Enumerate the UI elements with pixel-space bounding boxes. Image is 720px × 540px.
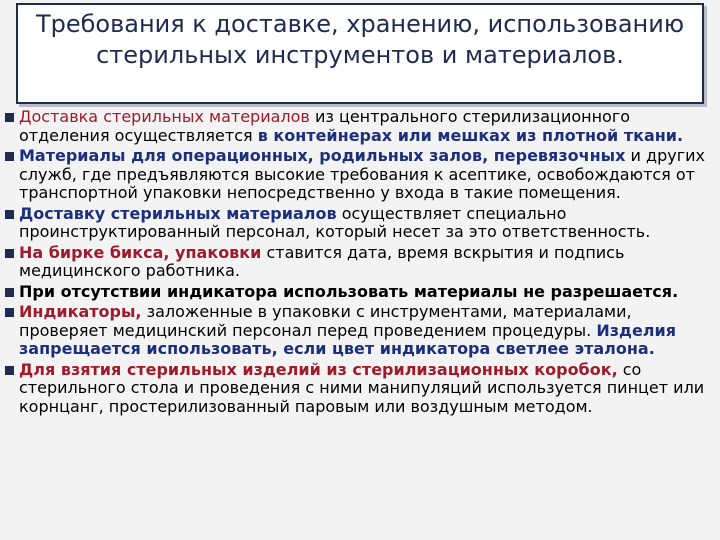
square-bullet-icon	[5, 366, 14, 375]
text-run: Индикаторы,	[19, 302, 142, 321]
text-run: Материалы для операционных, родильных залов, перевязочных	[19, 146, 626, 165]
text-run: ставится дата, время вскрытия и подпись медицинского работника.	[19, 242, 625, 280]
square-bullet-icon	[5, 152, 14, 161]
text-run: Доставку стерильных материалов	[19, 203, 337, 223]
list-item	[2, 205, 714, 242]
list-item	[2, 147, 714, 203]
text-run: Для взятия стерильных изделий из стерилизационных коробок,	[19, 359, 618, 379]
list-item	[2, 244, 714, 281]
square-bullet-icon	[5, 288, 14, 297]
text-run: заложенные в упаковки с инструментами, материалами, проверяет медицинский персонал перед проведением процедуры.	[19, 302, 632, 340]
square-bullet-icon	[5, 308, 14, 317]
text-run: осуществляет специально проинструктированный персонал, который несет за это ответственность.	[19, 203, 651, 241]
list-item	[2, 303, 714, 359]
requirements-list	[2, 108, 714, 416]
text-run: На бирке бикса, упаковки	[19, 242, 262, 262]
list-item	[2, 283, 714, 302]
text-run: Доставка стерильных материалов	[19, 107, 310, 126]
text-run: Изделия запрещается использовать, если цвет индикатора светлее эталона.	[19, 320, 677, 358]
square-bullet-icon	[5, 249, 14, 258]
text-run: в контейнерах или мешках из плотной ткани.	[257, 125, 684, 145]
slide-title: Требования к доставке, хранению, использованию стерильных инструментов и материалов.	[35, 10, 685, 69]
text-run: из центрального стерилизационного отделения осуществляется	[19, 107, 631, 145]
title-box	[16, 3, 704, 104]
square-bullet-icon	[5, 210, 14, 219]
text-run: При отсутствии индикатора использовать материалы не разрешается.	[19, 281, 679, 301]
list-item	[2, 108, 714, 145]
square-bullet-icon	[5, 113, 14, 122]
text-run: и других служб, где предъявляются высокие требования к асептике, освобождаются от транспортной упаковки непосредственно у входа в такие помещения.	[19, 146, 705, 202]
list-item	[2, 361, 714, 417]
text-run: со стерильного стола и проведения с ними манипуляций используется пинцет или корнцанг, простерилизованный паровым или воздушным методом.	[19, 359, 705, 416]
